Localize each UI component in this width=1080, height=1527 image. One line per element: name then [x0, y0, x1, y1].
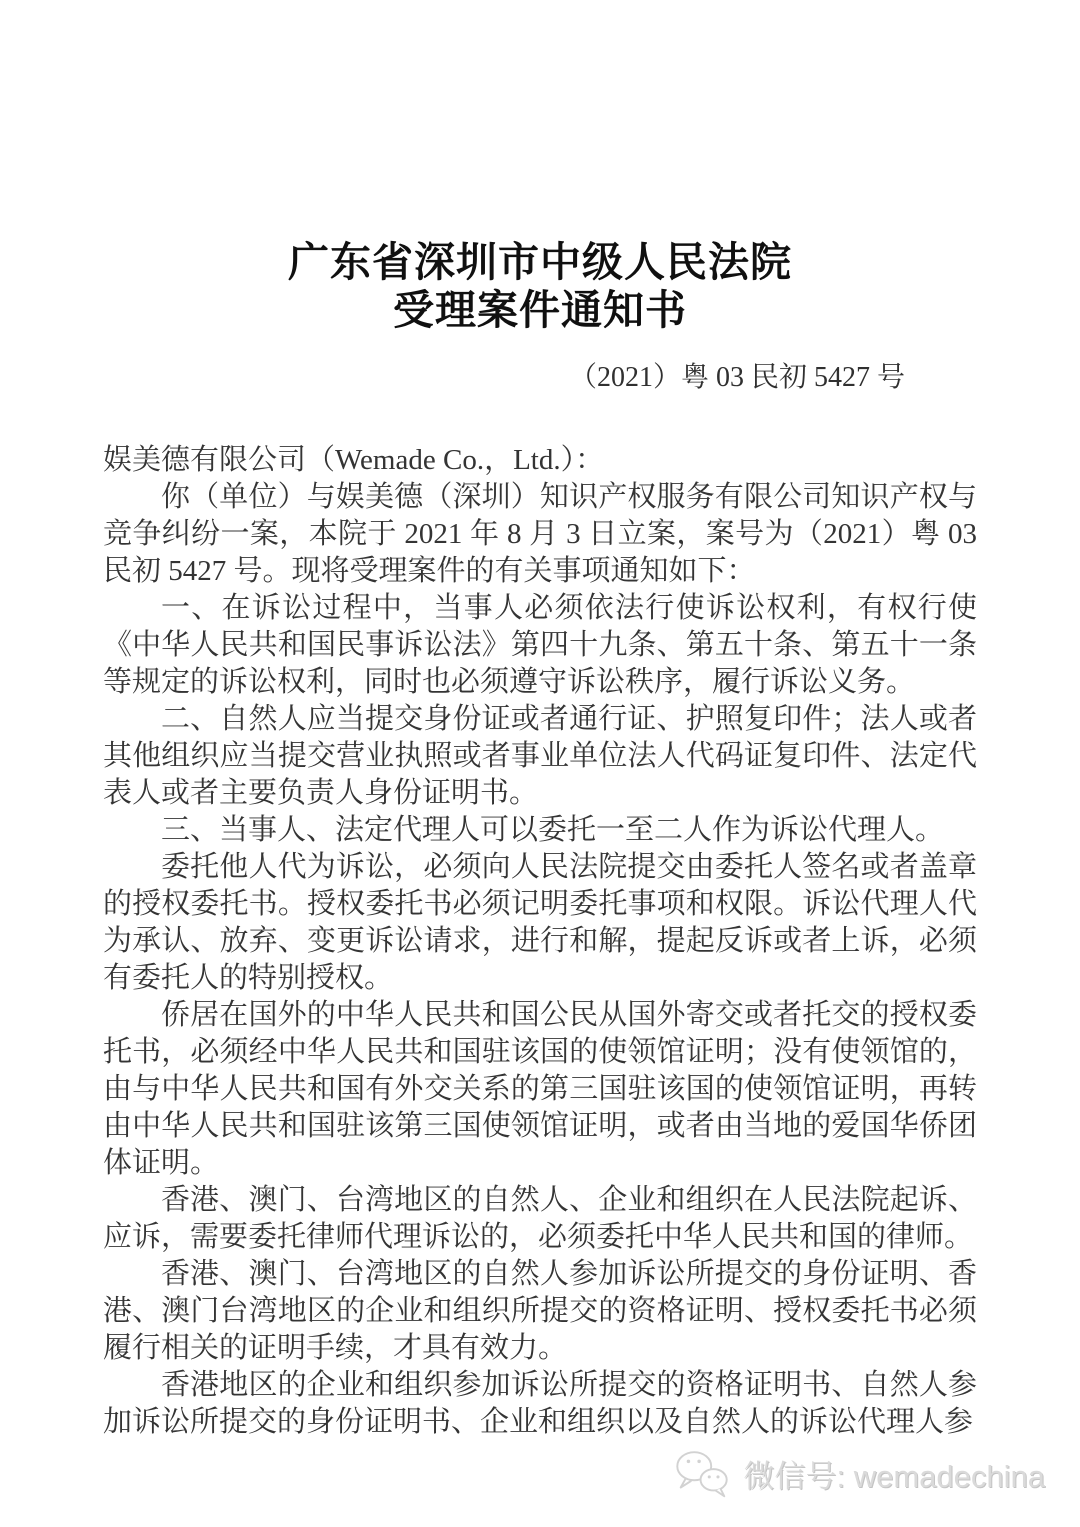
paragraph: 你（单位）与娱美德（深圳）知识产权服务有限公司知识产权与竞争纠纷一案，本院于 2021 年 8 月 3 日立案，案号为（2021）粤 03 民初 5427 号。现将受理案件的有关事项通知如下： — [103, 481, 977, 587]
salutation: 娱美德有限公司（Wemade Co.，Ltd.）： — [103, 444, 605, 476]
wechat-icon — [671, 1446, 733, 1500]
paragraph: 三、当事人、法定代理人可以委托一至二人作为诉讼代理人。 — [161, 814, 945, 846]
wechat-watermark — [671, 1446, 1045, 1500]
watermark-label: 微信号: wemadechina — [743, 1458, 1045, 1494]
paragraph: 香港、澳门、台湾地区的自然人、企业和组织在人民法院起诉、应诉，需要委托律师代理诉讼的，必须委托中华人民共和国的律师。 — [103, 1184, 977, 1253]
paragraph: 二、自然人应当提交身份证或者通行证、护照复印件；法人或者其他组织应当提交营业执照或者事业单位法人代码证复印件、法定代表人或者主要负责人身份证明书。 — [103, 703, 977, 809]
document-type-title: 受理案件通知书 — [393, 287, 687, 333]
paragraph: 侨居在国外的中华人民共和国公民从国外寄交或者托交的授权委托书，必须经中华人民共和国驻该国的使领馆证明；没有使领馆的，由与中华人民共和国有外交关系的第三国驻该国的使领馆证明，再转由中华人民共和国驻该第三国使领馆证明，或者由当地的爱国华侨团体证明。 — [103, 999, 977, 1179]
document-content — [103, 0, 977, 1441]
paragraph: 香港、澳门、台湾地区的自然人参加诉讼所提交的身份证明、香港、澳门台湾地区的企业和组织所提交的资格证明、授权委托书必须履行相关的证明手续，才具有效力。 — [103, 1258, 977, 1364]
title-block — [103, 238, 977, 334]
court-name: 广东省深圳市中级人民法院 — [288, 239, 792, 285]
paragraph: 一、在诉讼过程中，当事人必须依法行使诉讼权利，有权行使《中华人民共和国民事诉讼法》第四十九条、第五十条、第五十一条等规定的诉讼权利，同时也必须遵守诉讼秩序，履行诉讼义务。 — [103, 592, 977, 698]
case-number: （2021）粤 03 民初 5427 号 — [568, 362, 905, 393]
paragraph: 委托他人代为诉讼，必须向人民法院提交由委托人签名或者盖章的授权委托书。授权委托书必须记明委托事项和权限。诉讼代理人代为承认、放弃、变更诉讼请求，进行和解，提起反诉或者上诉，必须有委托人的特别授权。 — [103, 851, 977, 994]
paragraph-list — [103, 479, 977, 1441]
paragraph: 香港地区的企业和组织参加诉讼所提交的资格证明书、自然人参加诉讼所提交的身份证明书、企业和组织以及自然人的诉讼代理人参 — [103, 1369, 977, 1438]
body-text — [103, 442, 977, 1441]
